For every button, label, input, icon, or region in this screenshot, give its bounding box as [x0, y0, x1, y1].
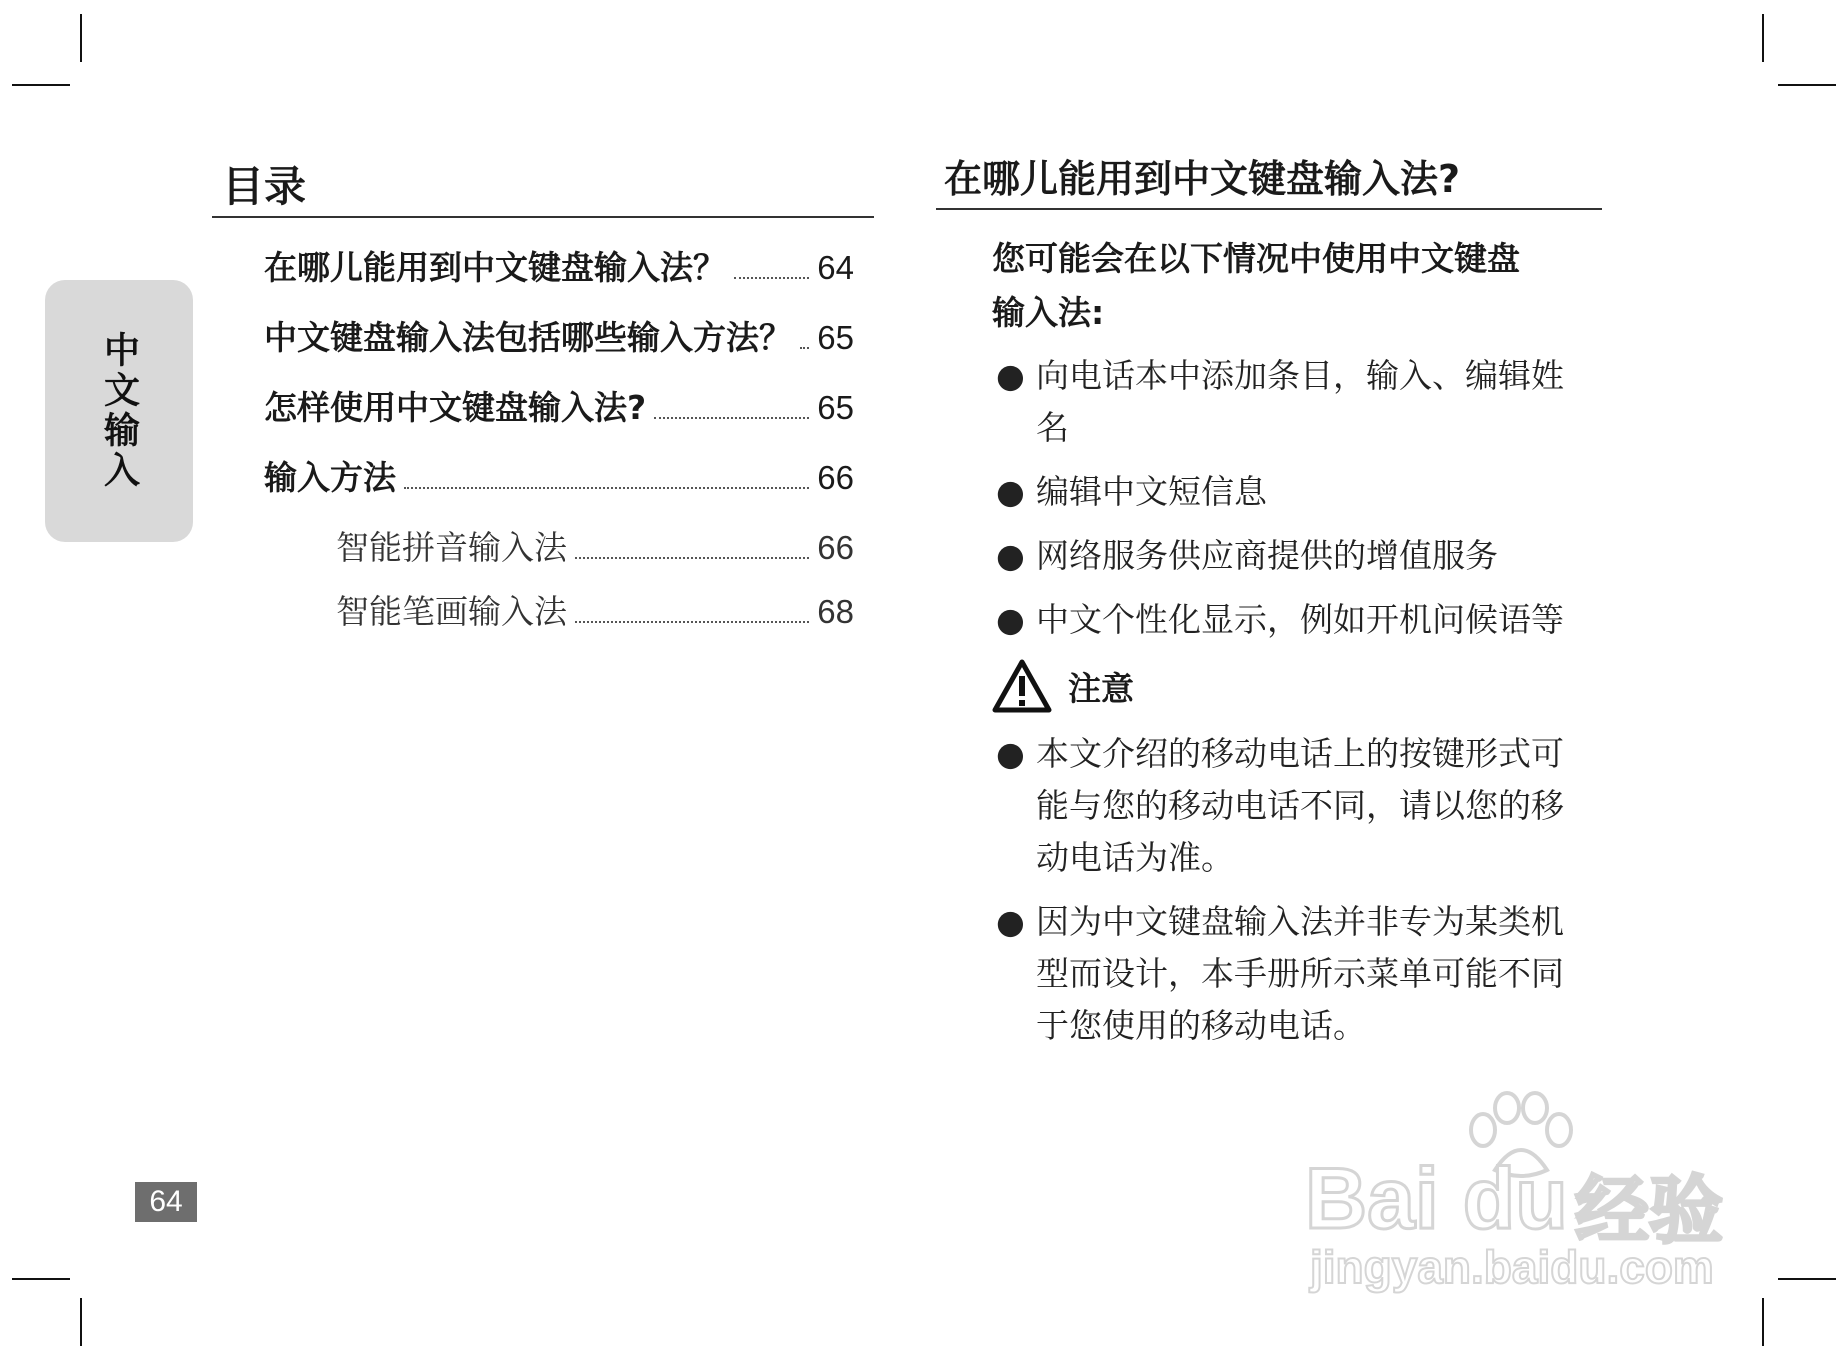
- toc-entry[interactable]: [212, 310, 874, 380]
- toc-leader-dots: [734, 277, 809, 279]
- bullet-icon: ●: [996, 734, 1025, 773]
- crop-mark: [1778, 1278, 1836, 1280]
- note-list: [992, 728, 1572, 1052]
- toc-entry-text: 智能笔画输入法: [336, 592, 567, 631]
- toc-entry-text: 智能拼音输入法: [336, 528, 567, 567]
- crop-mark: [1762, 1298, 1764, 1346]
- usage-list: [992, 350, 1572, 646]
- crop-mark: [12, 84, 70, 86]
- toc-page-number: 68: [817, 593, 854, 630]
- toc-page-number: 65: [817, 389, 854, 426]
- section-title: 在哪儿能用到中文键盘输入法?: [944, 157, 1461, 201]
- toc-leader-dots: [575, 557, 809, 559]
- note-label: 注意: [1068, 668, 1134, 708]
- crop-mark: [80, 1298, 82, 1346]
- watermark-brand: Bai du: [1305, 1151, 1568, 1247]
- page-number: 64: [135, 1182, 197, 1222]
- crop-mark: [12, 1278, 70, 1280]
- toc-leader-dots: [654, 417, 809, 419]
- warning-triangle-icon: [992, 658, 1052, 714]
- toc-entry-text: 中文键盘输入法包括哪些输入方法？: [264, 318, 792, 357]
- crop-mark: [80, 14, 82, 62]
- toc-entry-text: 在哪儿能用到中文键盘输入法？: [264, 248, 726, 287]
- toc-rule: [212, 216, 874, 218]
- list-item-text: 向电话本中添加条目，输入、编辑姓名: [1036, 356, 1564, 447]
- watermark-cn: 经验: [1575, 1168, 1723, 1254]
- toc-subentry[interactable]: [212, 584, 874, 648]
- list-item: [992, 728, 1572, 884]
- list-item: [992, 896, 1572, 1052]
- crop-mark: [1762, 14, 1764, 62]
- content-column: [936, 150, 1602, 1064]
- toc-entry-text: 输入方法: [264, 458, 396, 497]
- bullet-icon: ●: [996, 356, 1025, 395]
- toc-entry-text: 怎样使用中文键盘输入法?: [264, 388, 647, 427]
- toc-leader-dots: [404, 487, 809, 489]
- section-rule: [936, 208, 1602, 210]
- watermark-url: jingyan.baidu.com: [1310, 1241, 1714, 1293]
- baidu-watermark: [1305, 1090, 1745, 1295]
- list-item-text: 编辑中文短信息: [1036, 472, 1267, 511]
- toc-subentry[interactable]: [212, 520, 874, 584]
- list-item-text: 本文介绍的移动电话上的按键形式可能与您的移动电话不同，请以您的移动电话为准。: [1036, 734, 1564, 877]
- toc-entry[interactable]: [212, 380, 874, 450]
- list-item-text: 因为中文键盘输入法并非专为某类机型而设计，本手册所示菜单可能不同于您使用的移动电话。: [1036, 902, 1564, 1045]
- toc-leader-dots: [800, 347, 809, 349]
- toc-page-number: 66: [817, 459, 854, 496]
- toc-list: [212, 240, 874, 648]
- toc-entry[interactable]: [212, 240, 874, 310]
- toc-page-number: 66: [817, 529, 854, 566]
- toc-title: 目录: [222, 162, 307, 211]
- list-item: [992, 466, 1572, 518]
- list-item: [992, 350, 1572, 454]
- bullet-icon: ●: [996, 536, 1025, 575]
- bullet-icon: ●: [996, 600, 1025, 639]
- note-heading: [992, 658, 1602, 714]
- bullet-icon: ●: [996, 902, 1025, 941]
- section-intro: 您可能会在以下情况中使用中文键盘输入法:: [992, 239, 1520, 332]
- toc-column: [212, 150, 874, 648]
- chapter-side-tab: [45, 280, 193, 542]
- list-item-text: 中文个性化显示，例如开机问候语等: [1036, 600, 1564, 639]
- toc-page-number: 65: [817, 319, 854, 356]
- list-item: [992, 530, 1572, 582]
- chapter-tab-label: 中文输入: [98, 331, 140, 491]
- toc-entry[interactable]: [212, 450, 874, 520]
- list-item: [992, 594, 1572, 646]
- crop-mark: [1778, 84, 1836, 86]
- toc-page-number: 64: [817, 249, 854, 286]
- toc-leader-dots: [575, 621, 809, 623]
- bullet-icon: ●: [996, 472, 1025, 511]
- list-item-text: 网络服务供应商提供的增值服务: [1036, 536, 1498, 575]
